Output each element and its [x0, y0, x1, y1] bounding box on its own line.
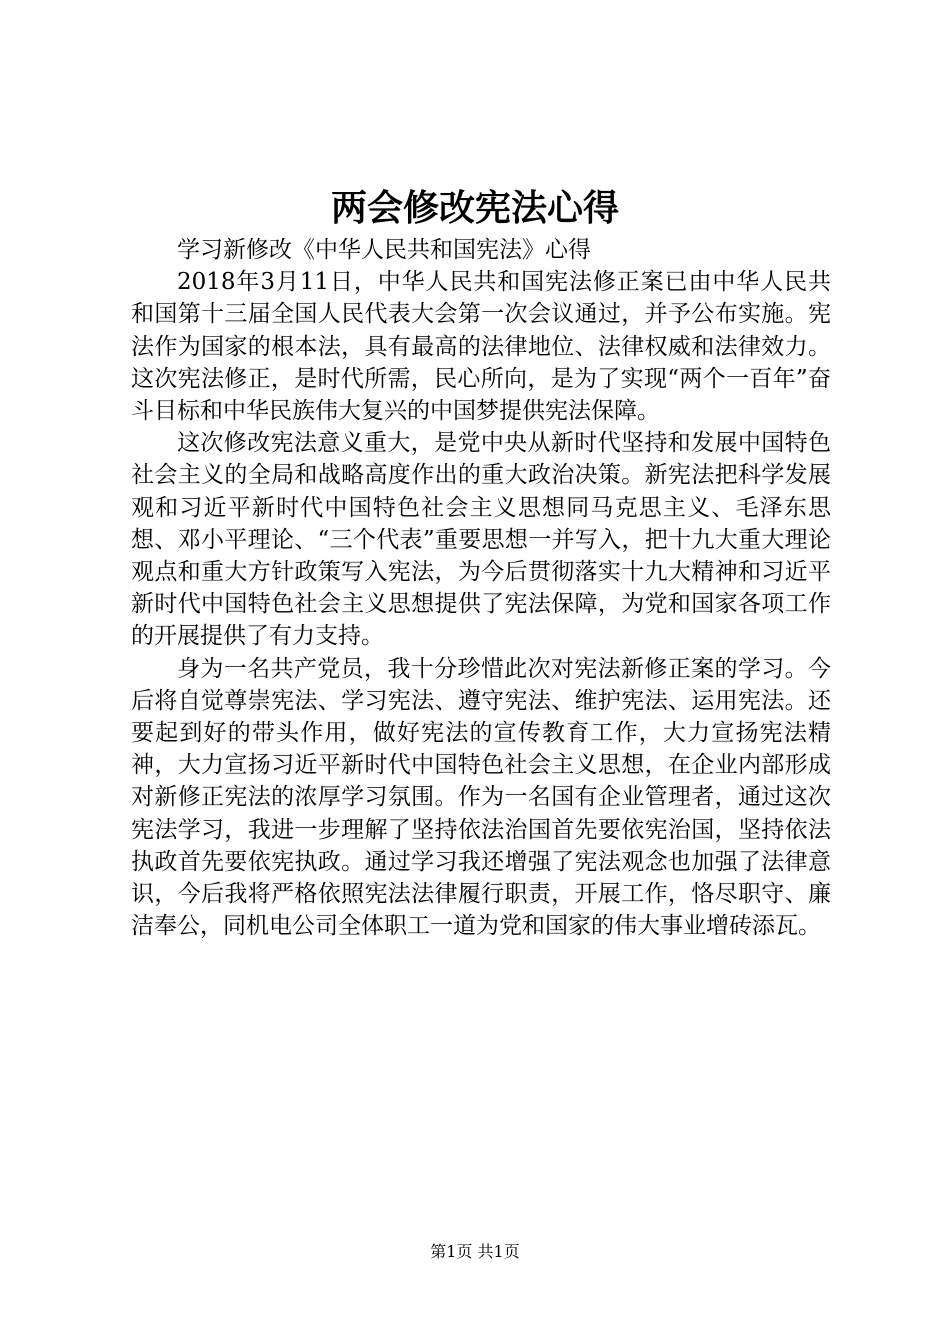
document-title: 两会修改宪法心得	[330, 187, 619, 229]
document-body	[131, 234, 831, 942]
paragraph-1: 2018年3月11日，中华人民共和国宪法修正案已由中华人民共和国第十三届全国人民代表大会第一次会议通过，并予公布实施。宪法作为国家的根本法，具有最高的法律地位、法律权威和法律效力。这次宪法修正，是时代所需，民心所向，是为了实现“两个一百年”奋斗目标和中华民族伟大复兴的中国梦提供宪法保障。	[131, 269, 831, 425]
paragraph-2: 这次修改宪法意义重大，是党中央从新时代坚持和发展中国特色社会主义的全局和战略高度作出的重大政治决策。新宪法把科学发展观和习近平新时代中国特色社会主义思想同马克思主义、毛泽东思想、邓小平理论、“三个代表”重要思想一并写入，把十九大重大理论观点和重大方针政策写入宪法，为今后贯彻落实十九大精神和习近平新时代中国特色社会主义思想提供了宪法保障，为党和国家各项工作的开展提供了有力支持。	[131, 430, 831, 650]
document-subtitle: 学习新修改《中华人民共和国宪法》心得	[177, 237, 591, 263]
page-footer: 第1页 共1页	[430, 1242, 520, 1261]
paragraph-3: 身为一名共产党员，我十分珍惜此次对宪法新修正案的学习。今后将自觉尊崇宪法、学习宪法、遵守宪法、维护宪法、运用宪法。还要起到好的带头作用，做好宪法的宣传教育工作，大力宣扬宪法精神，大力宣扬习近平新时代中国特色社会主义思想，在企业内部形成对新修正宪法的浓厚学习氛围。作为一名国有企业管理者，通过这次宪法学习，我进一步理解了坚持依法治国首先要依宪治国，坚持依法执政首先要依宪执政。通过学习我还增强了宪法观念也加强了法律意识，今后我将严格依照宪法法律履行职责，开展工作，恪尽职守、廉洁奉公，同机电公司全体职工一道为党和国家的伟大事业增砖添瓦。	[131, 655, 831, 940]
